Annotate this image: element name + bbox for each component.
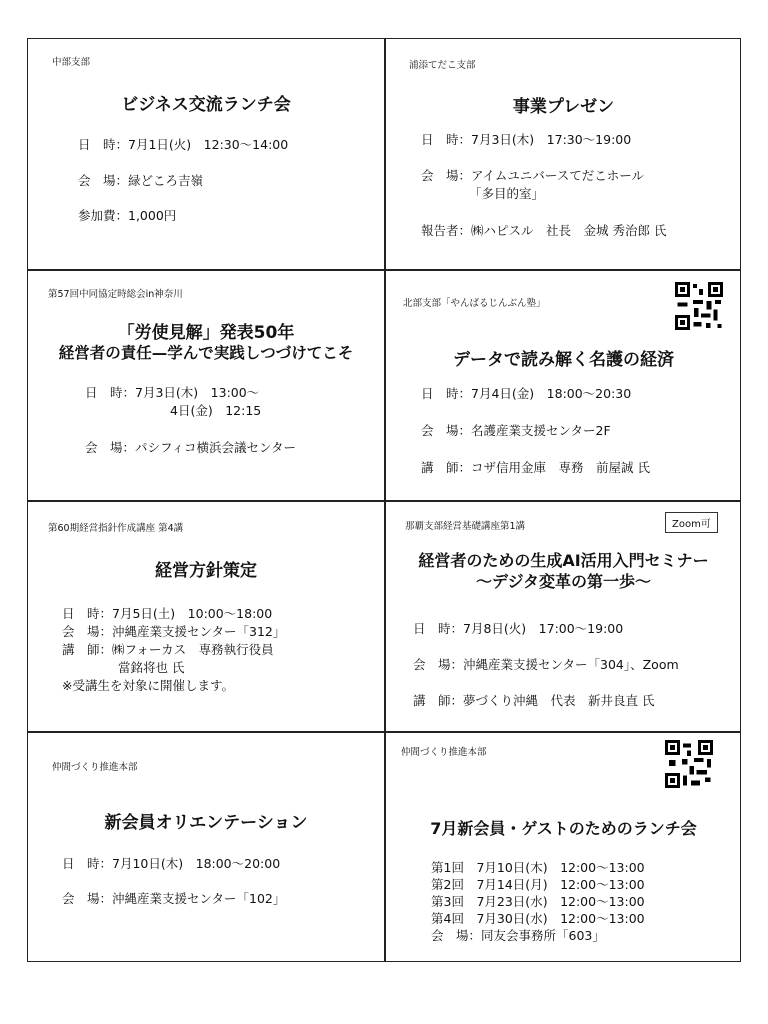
- session-2: 第2回 7月14日(月) 12:00～13:00: [431, 877, 645, 892]
- event-subtitle: ～デジタ変革の第一歩～: [475, 572, 652, 591]
- event-title: 事業プレゼン: [512, 97, 615, 117]
- event-card-new-member-lunch: [385, 732, 742, 963]
- branch-label: 第57回中同協定時総会in神奈川: [48, 289, 183, 300]
- event-title: 7月新会員・ゲストのためのランチ会: [430, 819, 697, 838]
- event-lecturer: 講 師：㈱フォーカス 専務執行役員: [62, 642, 274, 657]
- event-subtitle: 経営者の責任—学んで実践しつづけてこそ: [58, 344, 354, 362]
- event-datetime-end: 4日(金) 12:15: [170, 403, 262, 418]
- branch-label: 北部支部「やんばるじんぶん塾」: [403, 298, 546, 309]
- event-lecturer: 講 師：夢づくり沖縄 代表 新井良直 氏: [413, 693, 655, 708]
- qr-code-icon[interactable]: [665, 740, 713, 788]
- event-note: ※受講生を対象に開催します。: [62, 678, 234, 693]
- branch-label: 仲間づくり推進本部: [401, 747, 487, 758]
- branch-label: 第60期経営指針作成講座 第4講: [48, 523, 184, 534]
- event-lecturer: 講 師：コザ信用金庫 専務 前屋誠 氏: [421, 460, 650, 475]
- event-title: データで読み解く名護の経済: [453, 350, 674, 370]
- event-venue: 会 場：沖縄産業支援センター「304」、Zoom: [413, 657, 679, 672]
- event-card-general-meeting: [28, 270, 384, 500]
- event-venue: 会 場：沖縄産業支援センター「102」: [62, 891, 286, 906]
- session-4: 第4回 7月30日(水) 12:00～13:00: [431, 911, 645, 926]
- event-datetime: 日 時：7月3日(木) 17:30～19:00: [421, 132, 632, 147]
- event-venue: 会 場：同友会事務所「603」: [431, 928, 605, 943]
- branch-label: 浦添てだこ支部: [409, 60, 476, 71]
- session-1: 第1回 7月10日(木) 12:00～13:00: [431, 860, 645, 875]
- event-title: 経営者のための生成AI活用入門セミナー: [418, 551, 709, 570]
- event-lecturer-name: 當銘将也 氏: [118, 660, 185, 675]
- event-datetime: 日 時：7月10日(木) 18:00～20:00: [62, 856, 281, 871]
- event-venue-room: 「多目的室」: [469, 186, 545, 201]
- event-venue: 会 場：沖縄産業支援センター「312」: [62, 624, 286, 639]
- event-grid: [27, 38, 741, 962]
- event-reporter: 報告者：㈱ハピスル 社長 金城 秀治郎 氏: [421, 223, 667, 238]
- event-fee: 参加費：1,000円: [78, 208, 177, 223]
- event-datetime: 日 時：7月3日(木) 13:00～: [85, 385, 260, 400]
- event-venue: 会 場：緑どころ吉嶺: [78, 173, 204, 188]
- event-datetime: 日 時：7月8日(火) 17:00～19:00: [413, 621, 624, 636]
- event-card-management-policy: [28, 501, 384, 731]
- event-card-chubu-lunch: [28, 39, 384, 269]
- event-datetime: 日 時：7月4日(金) 18:00～20:30: [421, 386, 632, 401]
- event-card-urasoe-presentation: [385, 39, 742, 269]
- event-venue: 会 場：パシフィコ横浜会議センター: [85, 440, 297, 455]
- session-3: 第3回 7月23日(水) 12:00～13:00: [431, 894, 645, 909]
- event-title: 新会員オリエンテーション: [104, 813, 308, 833]
- event-title: ビジネス交流ランチ会: [121, 95, 291, 115]
- branch-label: 仲間づくり推進本部: [52, 762, 138, 773]
- event-card-yanbaru-economy: [385, 270, 742, 500]
- event-datetime: 日 時：7月5日(土) 10:00～18:00: [62, 606, 273, 621]
- qr-code-icon[interactable]: [675, 282, 723, 330]
- event-card-new-member-orientation: [28, 732, 384, 963]
- zoom-available-badge: Zoom可: [665, 512, 718, 533]
- event-card-ai-seminar: [385, 501, 742, 731]
- event-datetime: 日 時：7月1日(火) 12:30～14:00: [78, 137, 289, 152]
- branch-label: 那覇支部経営基礎講座第1講: [405, 521, 526, 532]
- event-venue: 会 場：アイムユニバースてだこホール: [421, 168, 645, 183]
- event-venue: 会 場：名護産業支援センター2F: [421, 423, 611, 438]
- branch-label: 中部支部: [52, 57, 91, 68]
- event-title: 「労使見解」発表50年: [117, 323, 295, 343]
- event-title: 経営方針策定: [155, 561, 257, 581]
